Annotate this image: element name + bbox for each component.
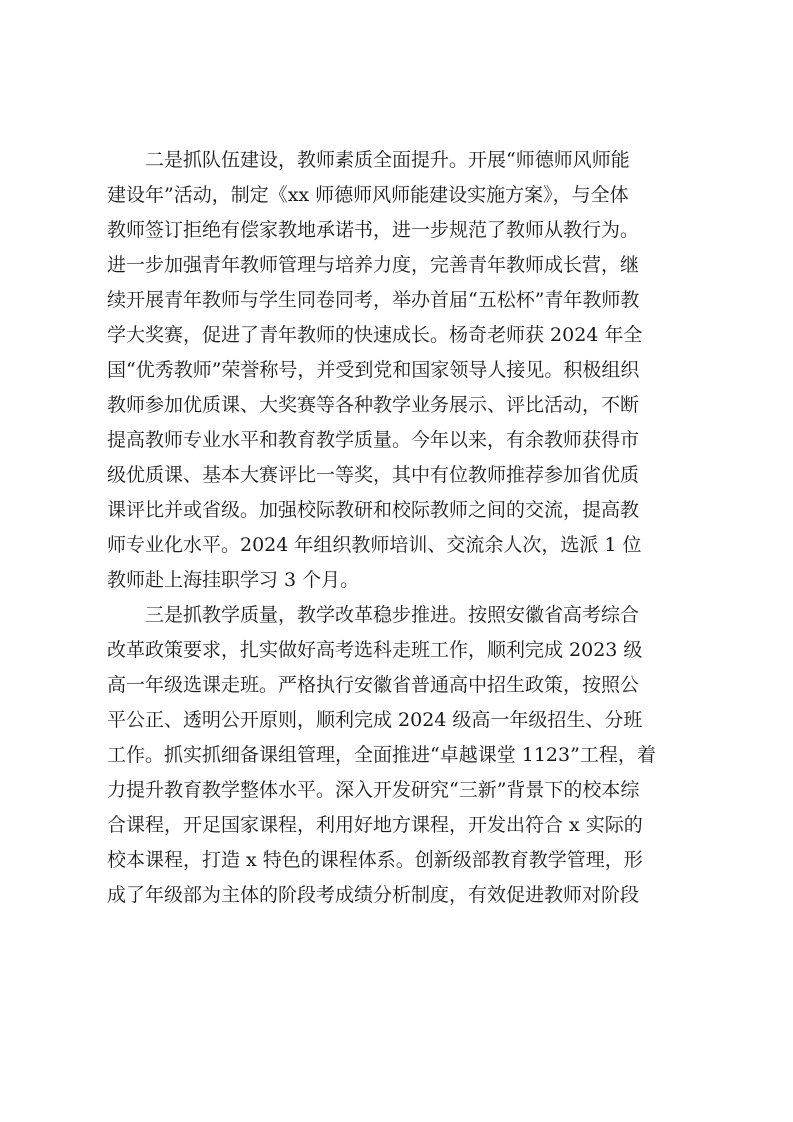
text-line: 二是抓队伍建设，教师素质全面提升。开展“师德师风师能: [145, 149, 630, 171]
text-line: 教师参加优质课、大奖赛等各种教学业务展示、评比活动，不断: [107, 394, 640, 416]
text-line: 师专业化水平。2024 年组织教师培训、交流余人次，选派 1 位: [107, 534, 642, 556]
text-line: 进一步加强青年教师管理与培养力度，完善青年教师成长营，继: [107, 254, 640, 276]
paragraph-teaching-quality: [107, 598, 691, 913]
text-line: 改革政策要求，扎实做好高考选科走班工作，顺利完成 2023 级: [107, 639, 643, 661]
text-line: 课评比并或省级。加强校际教研和校际教师之间的交流，提高教: [107, 499, 640, 521]
text-line: 教师赴上海挂职学习 3 个月。: [107, 569, 360, 591]
text-line: 级优质课、基本大赛评比一等奖，其中有位教师推荐参加省优质: [107, 464, 640, 486]
text-line: 提高教师专业水平和教育教学质量。今年以来，有余教师获得市: [107, 429, 640, 451]
text-line: 三是抓教学质量，教学改革稳步推进。按照安徽省高考综合: [145, 604, 640, 626]
text-line: 国“优秀教师”荣誉称号，并受到党和国家领导人接见。积极组织: [107, 359, 640, 381]
text-line: 教师签订拒绝有偿家教地承诺书，进一步规范了教师从教行为。: [107, 219, 640, 241]
text-line: 校本课程，打造 x 特色的课程体系。创新级部教育教学管理，形: [107, 849, 643, 871]
text-line: 建设年”活动，制定《xx 师德师风师能建设实施方案》，与全体: [107, 184, 629, 206]
text-line: 学大奖赛，促进了青年教师的快速成长。杨奇老师获 2024 年全: [107, 324, 643, 346]
text-line: 续开展青年教师与学生同卷同考，举办首届“五松杯”青年教师教: [107, 289, 640, 311]
paragraph-team-building: [107, 143, 691, 598]
body-text: [107, 143, 691, 913]
text-line: 合课程，开足国家课程，利用好地方课程，开发出符合 x 实际的: [107, 814, 643, 836]
text-line: 高一年级选课走班。严格执行安徽省普通高中招生政策，按照公: [107, 674, 640, 696]
text-line: 平公正、透明公开原则，顺利完成 2024 级高一年级招生、分班: [107, 709, 643, 731]
text-line: 工作。抓实抓细备课组管理，全面推进“卓越课堂 1123”工程，着: [107, 744, 656, 766]
text-line: 力提升教育教学整体水平。深入开发研究“三新”背景下的校本综: [107, 779, 640, 801]
text-line: 成了年级部为主体的阶段考成绩分析制度，有效促进教师对阶段: [107, 884, 640, 906]
